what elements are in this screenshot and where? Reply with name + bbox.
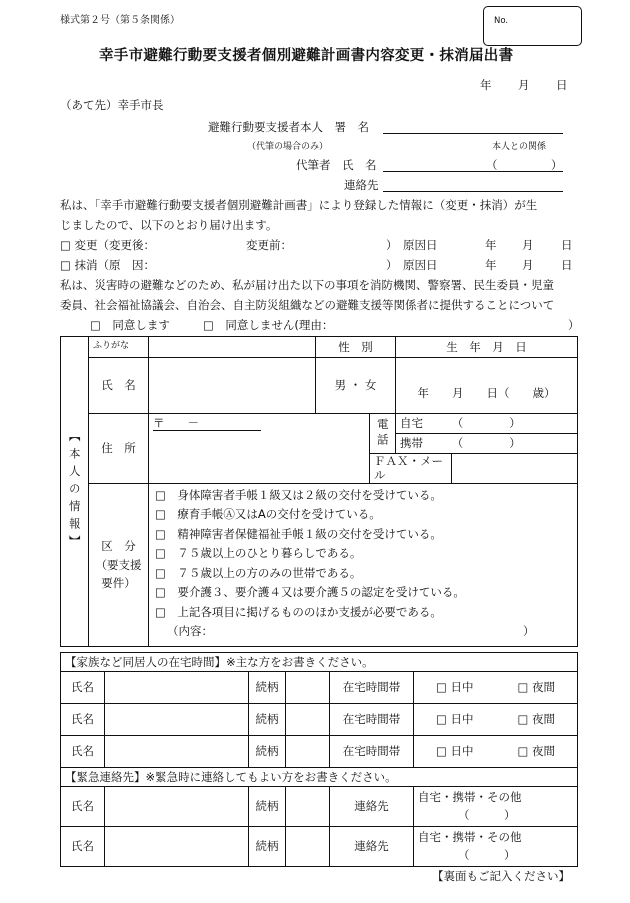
emergency-contact-label: 連絡先 (330, 787, 414, 827)
family-heading: 【家族など同居人の在宅時間】※主な方をお書きください。 (61, 653, 578, 672)
postal-mark: 〒 － (153, 416, 261, 431)
date-day: 日 (556, 78, 568, 92)
family-relation-input[interactable] (286, 672, 330, 704)
emergency-contact-type[interactable]: 自宅・携帯・その他 (418, 790, 522, 805)
family-time-label: 在宅時間帯 (330, 672, 414, 704)
change-year: 年 (485, 238, 497, 252)
furigana-input[interactable] (149, 337, 316, 358)
emergency-relation-label: 続柄 (249, 827, 286, 867)
change-month: 月 (522, 238, 534, 252)
emergency-relation-label: 続柄 (249, 787, 286, 827)
family-name-label: 氏名 (61, 736, 105, 768)
change-paren-close: ） (386, 238, 398, 252)
fax-mail-label: ＦＡＸ・メール (370, 454, 452, 484)
category-label: 区 分 (101, 539, 136, 554)
change-checkbox[interactable]: □ 変更（変更後： (60, 238, 156, 252)
phone-label-cell (370, 414, 396, 454)
family-name-label: 氏名 (61, 672, 105, 704)
sex-options[interactable]: 男 ・ 女 (316, 358, 396, 414)
emergency-name-label: 氏名 (61, 787, 105, 827)
emergency-relation-input[interactable] (286, 787, 330, 827)
requirements-cell (149, 483, 578, 646)
requirement-item[interactable]: □ ７５歳以上の方のみの世帯である。 (155, 565, 362, 580)
relation-paren-open: （ (486, 158, 498, 172)
home-phone[interactable]: 自宅 （ ） (396, 414, 578, 434)
consent-line-2: 委員、社会福祉協議会、自治会、自主防災組織などの避難支援等関係者に提供することについて (60, 298, 555, 312)
disagree-checkbox[interactable]: □ 同意しません(理由： (203, 318, 334, 332)
requirement-item[interactable]: □ 上記各項目に掲げるもののほか支援が必要である。 (155, 604, 442, 619)
change-reason-date-label: 原因日 (403, 238, 438, 252)
proxy-name-label: 代筆者 氏 名 (296, 158, 377, 172)
emergency-contact-input[interactable] (414, 787, 578, 827)
emergency-name-label: 氏名 (61, 827, 105, 867)
date-month: 月 (518, 78, 530, 92)
number-label: No. (494, 16, 509, 26)
emergency-name-input[interactable] (105, 787, 249, 827)
phone-label: 電話 (375, 418, 390, 449)
family-night-checkbox[interactable]: □ 夜間 (496, 704, 578, 736)
delete-checkbox[interactable]: □ 抹消（原 因： (60, 258, 156, 272)
furigana-label: ふりがな (89, 337, 149, 358)
family-relation-label: 続柄 (249, 736, 286, 768)
delete-paren-close: ） (386, 258, 398, 272)
requirement-item[interactable]: □ 精神障害者保健福祉手帳１級の交付を受けている。 (155, 526, 442, 541)
person-signature-label: 避難行動要支援者本人 署 名 (208, 120, 369, 134)
fax-mail-input[interactable] (452, 454, 578, 484)
content-close: ） (523, 624, 535, 639)
disagree-paren-close: ） (568, 318, 580, 332)
number-box[interactable] (483, 6, 582, 46)
delete-year: 年 (485, 258, 497, 272)
name-input[interactable] (149, 358, 316, 414)
requirement-item[interactable]: □ 要介護３、要介護４又は要介護５の認定を受けている。 (155, 585, 465, 600)
category-label-cell (89, 483, 149, 646)
contact-line[interactable] (383, 191, 563, 192)
change-day: 日 (561, 238, 573, 252)
family-night-checkbox[interactable]: □ 夜間 (496, 672, 578, 704)
family-time-label: 在宅時間帯 (330, 736, 414, 768)
proxy-note: （代筆の場合のみ） (247, 142, 329, 152)
category-sub-2: 要件） (101, 575, 136, 590)
family-name-input[interactable] (105, 672, 249, 704)
page-title: 幸手市避難行動要支援者個別避難計画書内容変更・抹消届出書 (99, 48, 514, 64)
requirement-item[interactable]: □ 身体障害者手帳１級又は２級の交付を受けている。 (155, 487, 442, 502)
personal-info-table (60, 336, 578, 647)
emergency-contact-type[interactable]: 自宅・携帯・その他 (418, 830, 522, 845)
personal-info-side-label: 【本人の情報】 (67, 430, 82, 553)
emergency-contact-paren: （ ） (458, 847, 516, 862)
category-sub-1: （要支援 (95, 557, 142, 572)
family-name-input[interactable] (105, 736, 249, 768)
address-label: 住 所 (89, 414, 149, 484)
family-daytime-checkbox[interactable]: □ 日中 (414, 672, 496, 704)
delete-day: 日 (561, 258, 573, 272)
family-relation-label: 続柄 (249, 672, 286, 704)
addressee: （あて先）幸手市長 (60, 98, 164, 112)
change-before-label: 変更前： (246, 238, 292, 252)
footer-note: 【裏面もご記入ください】 (432, 869, 570, 883)
emergency-contact-label: 連絡先 (330, 827, 414, 867)
emergency-name-input[interactable] (105, 827, 249, 867)
family-name-input[interactable] (105, 704, 249, 736)
name-label: 氏 名 (89, 358, 149, 414)
form-number: 様式第２号（第５条関係） (60, 15, 180, 26)
family-relation-input[interactable] (286, 736, 330, 768)
family-table (60, 652, 578, 867)
sex-label: 性 別 (316, 337, 396, 358)
consent-line-1: 私は、災害時の避難などのため、私が届け出た以下の事項を消防機関、警察署、民生委員・児童 (60, 278, 555, 292)
proxy-name-line[interactable] (383, 171, 563, 172)
address-input[interactable] (149, 414, 370, 484)
family-time-label: 在宅時間帯 (330, 704, 414, 736)
family-relation-label: 続柄 (249, 704, 286, 736)
requirement-item[interactable]: □ ７５歳以上のひとり暮らしである。 (155, 546, 362, 561)
relation-paren-close: ） (551, 158, 563, 172)
emergency-contact-paren: （ ） (458, 807, 516, 822)
delete-reason-date-label: 原因日 (403, 258, 438, 272)
birth-label: 生 年 月 日 (396, 337, 578, 358)
contact-label: 連絡先 (344, 178, 379, 192)
requirement-item[interactable]: □ 療育手帳Ⓐ又はAの交付を受けている。 (155, 507, 381, 522)
date-year: 年 (480, 78, 492, 92)
family-daytime-checkbox[interactable]: □ 日中 (414, 736, 496, 768)
content-line[interactable] (155, 622, 571, 642)
personal-info-side-label-cell (61, 337, 89, 647)
family-daytime-checkbox[interactable]: □ 日中 (414, 704, 496, 736)
birth-values[interactable]: 年 月 日（ 歳） (396, 358, 578, 414)
statement-line-1: 私は、「幸手市避難行動要支援者個別避難計画書」により登録した情報に（変更・抹消）が生 (60, 198, 538, 212)
relation-label: 本人との関係 (492, 142, 547, 152)
person-signature-line[interactable] (383, 133, 563, 134)
agree-checkbox[interactable]: □ 同意します (90, 318, 170, 332)
statement-line-2: じましたので、以下のとおり届け出ます。 (60, 218, 278, 232)
content-label: （内容： (167, 624, 213, 639)
emergency-relation-input[interactable] (286, 827, 330, 867)
emergency-heading: 【緊急連絡先】※緊急時に連絡してもよい方をお書きください。 (61, 768, 578, 787)
family-night-checkbox[interactable]: □ 夜間 (496, 736, 578, 768)
delete-month: 月 (522, 258, 534, 272)
mobile-phone[interactable]: 携帯 （ ） (396, 434, 578, 454)
family-relation-input[interactable] (286, 704, 330, 736)
emergency-contact-input[interactable] (414, 827, 578, 867)
family-name-label: 氏名 (61, 704, 105, 736)
